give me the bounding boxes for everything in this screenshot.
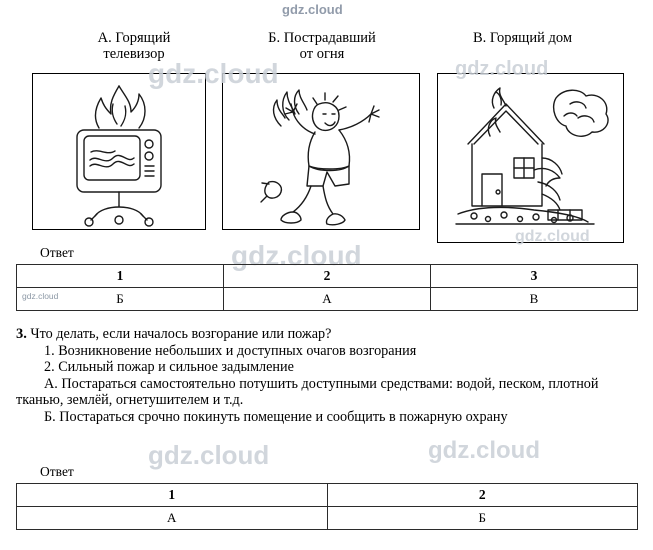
- illustration-person-burned-by-fire: [222, 73, 420, 230]
- illustration-burning-television: [32, 73, 206, 230]
- question-3-prompt: Что делать, если началось возгорание или пожар?: [30, 326, 332, 342]
- watermark-over-image-c: gdz.cloud: [455, 58, 549, 80]
- task2-answer-1: Б: [17, 288, 224, 311]
- table-row-answers: [17, 288, 638, 311]
- table-row-headers: [17, 265, 638, 288]
- question-3-block: [16, 326, 638, 426]
- watermark-over-image-a: gdz.cloud: [148, 58, 279, 89]
- caption-image-b-line1: Б. Пострадавший: [268, 30, 376, 46]
- image-captions: [0, 30, 653, 70]
- task3-header-1: 1: [17, 484, 328, 507]
- answer-label-task2: Ответ: [40, 245, 74, 260]
- watermark-lower-right: gdz.cloud: [428, 437, 540, 464]
- task2-header-3: 3: [431, 265, 638, 288]
- task2-answer-3: В: [431, 288, 638, 311]
- task3-header-2: 2: [327, 484, 638, 507]
- answer-label-task3: Ответ: [40, 464, 74, 479]
- caption-image-a-line1: А. Горящий: [97, 30, 171, 46]
- caption-image-b: [222, 30, 422, 62]
- burning-house-icon: [438, 74, 623, 242]
- task2-header-2: 2: [224, 265, 431, 288]
- table-row-headers: [17, 484, 638, 507]
- answer-table-task2: [16, 264, 638, 311]
- person-on-fire-icon: [223, 74, 419, 229]
- answer-table-task3: [16, 483, 638, 530]
- caption-image-c: [420, 30, 625, 46]
- question-3-item-1: 1. Возникновение небольших и доступных очагов возгорания: [44, 342, 417, 359]
- watermark-mid: gdz.cloud: [231, 240, 362, 271]
- watermark-below-image-c: gdz.cloud: [515, 228, 590, 245]
- caption-image-a-line2: телевизор: [103, 46, 165, 62]
- caption-image-c-line1: В. Горящий дом: [472, 30, 573, 46]
- task2-answer-2: А: [224, 288, 431, 311]
- question-3-option-b: Б. Постараться срочно покинуть помещение и сообщить в пожарную охрану: [44, 408, 508, 425]
- question-3-option-a: А. Постараться самостоятельно потушить доступными средствами: водой, песком, плотной тканью, землёй, огнетушителем и т.д.: [16, 375, 599, 409]
- watermark-in-table-cell: gdz.cloud: [22, 291, 59, 301]
- illustration-burning-house: [437, 73, 624, 243]
- task3-answer-2: Б: [327, 507, 638, 530]
- question-3-number: 3.: [16, 326, 27, 342]
- watermark-top: gdz.cloud: [282, 2, 343, 17]
- task3-answer-1: А: [17, 507, 328, 530]
- burning-television-icon: [33, 74, 205, 229]
- watermark-lower-left: gdz.cloud: [148, 440, 270, 470]
- caption-image-a: [34, 30, 234, 62]
- table-row-answers: [17, 507, 638, 530]
- task2-header-1: 1: [17, 265, 224, 288]
- question-3-item-2: 2. Сильный пожар и сильное задымление: [44, 359, 294, 376]
- caption-image-b-line2: от огня: [299, 46, 345, 62]
